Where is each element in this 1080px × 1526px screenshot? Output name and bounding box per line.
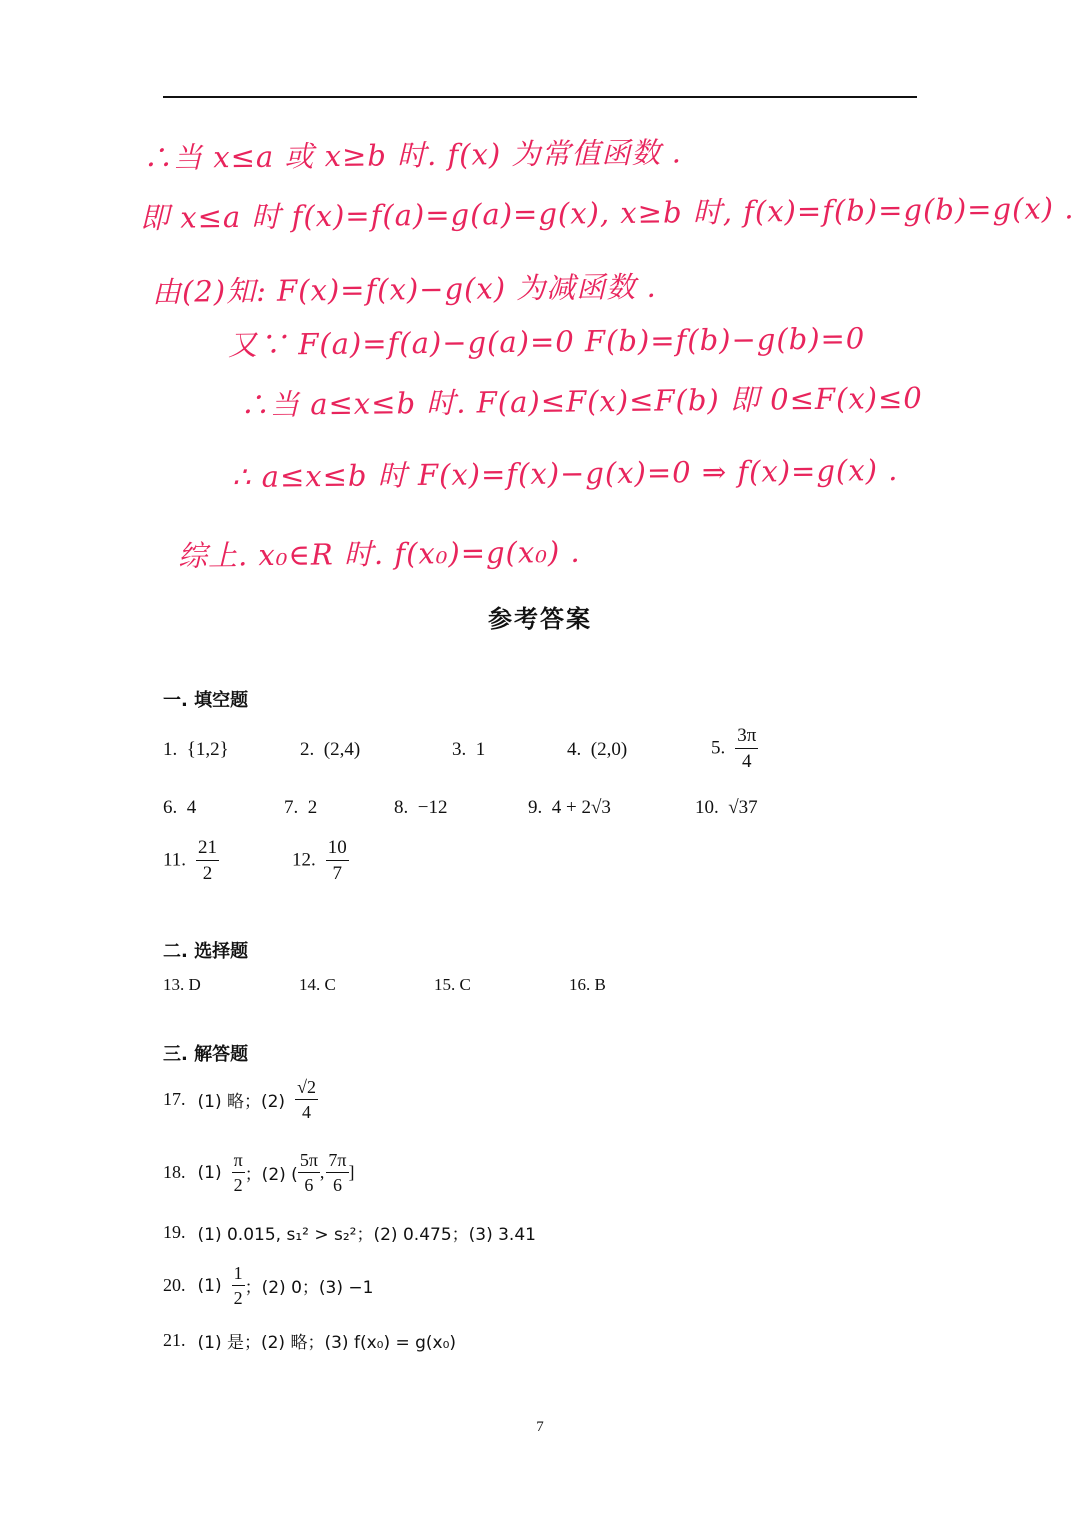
fraction: $\frac{10}{7}$	[327, 837, 347, 884]
solution-item: 20. (1) $\frac{1}{2}$ ；(2) 0；(3) −1	[163, 1263, 374, 1308]
answer-item: 9. 4 + 2√3	[528, 797, 611, 818]
answer-item: 5. $\frac{3\pi}{4}$	[711, 725, 757, 772]
fraction: $\frac{\pi}{2}$	[233, 1150, 243, 1195]
handwriting-line: 综上. x₀∈R 时. f(x₀)=g(x₀) .	[177, 534, 581, 573]
choice-answer: 13. D	[163, 975, 201, 994]
answer-item: 2. (2,4)	[300, 739, 361, 760]
handwriting-line: 即 x≤a 时 f(x)=f(a)=g(a)=g(x), x≥b 时, f(x)=f(b)=g(b)=g(x) .	[139, 191, 1075, 235]
answer-item: 8. −12	[394, 797, 448, 818]
solution-item: 21. (1) 是；(2) 略；(3) f(x₀) = g(x₀)	[163, 1330, 457, 1353]
answer-item: 1. {1,2}	[163, 739, 229, 760]
handwriting-line: ∴当 x≤a 或 x≥b 时. f(x) 为常值函数 .	[142, 135, 683, 175]
solution-item: 18. (1) $\frac{\pi}{2}$ ；(2) ( $\frac{5\pi}{6}$ , $\frac{7\pi}{6}$ ]	[163, 1150, 355, 1195]
handwriting-line: 由(2)知: F(x)=f(x)−g(x) 为减函数 .	[151, 269, 657, 309]
page-number: 7	[536, 1419, 544, 1435]
fraction: $\frac{√2}{4}$	[297, 1077, 316, 1122]
answer-item: 10. √37	[695, 797, 758, 818]
choice-answer: 16. B	[569, 975, 606, 994]
answer-item: 11. $\frac{21}{2}$	[163, 837, 218, 884]
solution-item: 17. (1) 略；(2) $\frac{√2}{4}$	[163, 1077, 316, 1122]
answer-item: 4. (2,0)	[567, 739, 628, 760]
section-heading-multiple-choice: 二. 选择题	[163, 941, 249, 962]
answer-item: 3. 1	[452, 739, 486, 760]
handwriting-line: ∴ a≤x≤b 时 F(x)=f(x)−g(x)=0 ⇒ f(x)=g(x) .	[231, 453, 899, 494]
fraction: $\frac{7\pi}{6}$	[328, 1150, 347, 1195]
page-title: 参考答案	[488, 605, 592, 633]
choice-answer: 14. C	[299, 975, 336, 994]
answer-item: 7. 2	[284, 797, 318, 818]
fraction: $\frac{3\pi}{4}$	[737, 725, 757, 772]
handwriting-line: ∴当 a≤x≤b 时. F(a)≤F(x)≤F(b) 即 0≤F(x)≤0	[239, 380, 923, 422]
answer-item: 6. 4	[163, 797, 197, 818]
header-rule	[163, 96, 917, 98]
section-heading-solutions: 三. 解答题	[163, 1044, 249, 1065]
fraction: $\frac{5\pi}{6}$	[299, 1150, 318, 1195]
choice-answer: 15. C	[434, 975, 471, 994]
answer-item: 12. $\frac{10}{7}$	[292, 837, 347, 884]
section-heading-fill-blank: 一. 填空题	[163, 690, 249, 711]
handwriting-line: 又∵ F(a)=f(a)−g(a)=0 F(b)=f(b)−g(b)=0	[227, 321, 866, 362]
solution-item: 19. (1) 0.015, s₁² > s₂²；(2) 0.475；(3) 3.41	[163, 1222, 536, 1245]
fraction: $\frac{21}{2}$	[198, 837, 218, 884]
fraction: $\frac{1}{2}$	[233, 1263, 243, 1308]
